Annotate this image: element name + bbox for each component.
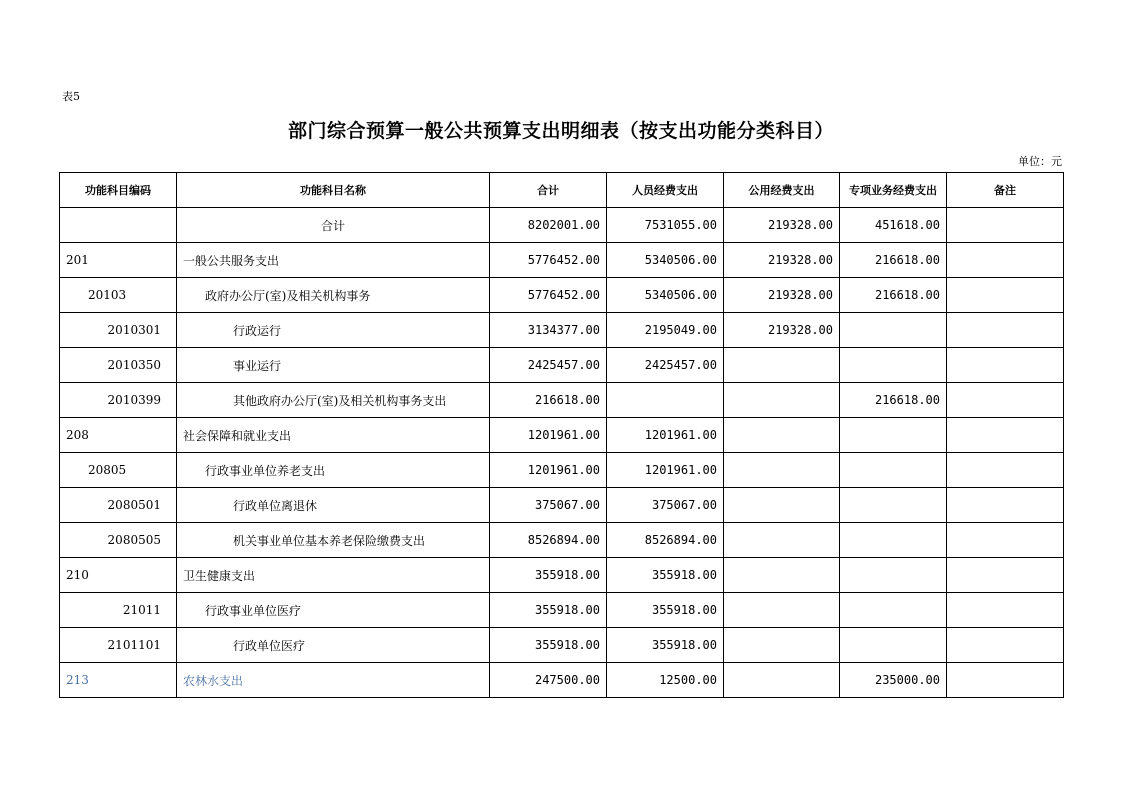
cell-total: 216618.00 xyxy=(490,383,607,418)
cell-code: 2080505 xyxy=(60,523,177,558)
cell-public xyxy=(724,348,840,383)
cell-public xyxy=(724,523,840,558)
cell-personnel: 5340506.00 xyxy=(607,278,724,313)
cell-name: 一般公共服务支出 xyxy=(177,243,490,278)
cell-code: 210 xyxy=(60,558,177,593)
cell-name: 合计 xyxy=(177,208,490,243)
cell-public xyxy=(724,418,840,453)
header-special: 专项业务经费支出 xyxy=(840,173,947,208)
cell-personnel: 355918.00 xyxy=(607,558,724,593)
cell-total: 2425457.00 xyxy=(490,348,607,383)
cell-remark xyxy=(947,313,1064,348)
header-total: 合计 xyxy=(490,173,607,208)
cell-name: 机关事业单位基本养老保险缴费支出 xyxy=(177,523,490,558)
page-title: 部门综合预算一般公共预算支出明细表（按支出功能分类科目） xyxy=(287,120,834,142)
cell-code: 2080501 xyxy=(60,488,177,523)
header-personnel: 人员经费支出 xyxy=(607,173,724,208)
cell-total: 5776452.00 xyxy=(490,278,607,313)
cell-public xyxy=(724,488,840,523)
cell-total: 8526894.00 xyxy=(490,523,607,558)
cell-total: 1201961.00 xyxy=(490,453,607,488)
cell-name: 事业运行 xyxy=(177,348,490,383)
header-public: 公用经费支出 xyxy=(724,173,840,208)
cell-public: 219328.00 xyxy=(724,208,840,243)
cell-remark xyxy=(947,558,1064,593)
cell-code: 20805 xyxy=(60,453,177,488)
table-row xyxy=(60,313,1064,348)
cell-special xyxy=(840,593,947,628)
cell-total: 5776452.00 xyxy=(490,243,607,278)
cell-personnel: 5340506.00 xyxy=(607,243,724,278)
cell-personnel: 375067.00 xyxy=(607,488,724,523)
table-row xyxy=(60,663,1064,698)
cell-personnel: 7531055.00 xyxy=(607,208,724,243)
cell-total: 375067.00 xyxy=(490,488,607,523)
cell-code: 213 xyxy=(60,663,177,698)
cell-special xyxy=(840,628,947,663)
cell-personnel: 355918.00 xyxy=(607,628,724,663)
cell-special xyxy=(840,348,947,383)
cell-special xyxy=(840,313,947,348)
header-row xyxy=(60,173,1064,208)
cell-name: 行政事业单位养老支出 xyxy=(177,453,490,488)
cell-remark xyxy=(947,663,1064,698)
cell-special: 235000.00 xyxy=(840,663,947,698)
cell-code: 2010350 xyxy=(60,348,177,383)
cell-special xyxy=(840,523,947,558)
cell-special: 216618.00 xyxy=(840,278,947,313)
cell-special xyxy=(840,558,947,593)
cell-personnel: 1201961.00 xyxy=(607,418,724,453)
header-code: 功能科目编码 xyxy=(60,173,177,208)
table-row xyxy=(60,523,1064,558)
cell-remark xyxy=(947,243,1064,278)
cell-personnel: 12500.00 xyxy=(607,663,724,698)
table-row-total xyxy=(60,208,1064,243)
cell-total: 247500.00 xyxy=(490,663,607,698)
table-row xyxy=(60,243,1064,278)
cell-name: 行政运行 xyxy=(177,313,490,348)
table-row xyxy=(60,558,1064,593)
cell-public: 219328.00 xyxy=(724,278,840,313)
cell-public xyxy=(724,593,840,628)
table-row xyxy=(60,593,1064,628)
cell-remark xyxy=(947,278,1064,313)
cell-remark xyxy=(947,488,1064,523)
cell-special: 451618.00 xyxy=(840,208,947,243)
cell-personnel: 8526894.00 xyxy=(607,523,724,558)
cell-remark xyxy=(947,208,1064,243)
table-row xyxy=(60,278,1064,313)
cell-remark xyxy=(947,628,1064,663)
cell-remark xyxy=(947,418,1064,453)
cell-public xyxy=(724,558,840,593)
cell-code: 2010399 xyxy=(60,383,177,418)
cell-code: 2010301 xyxy=(60,313,177,348)
cell-personnel: 355918.00 xyxy=(607,593,724,628)
cell-remark xyxy=(947,453,1064,488)
cell-name: 行政单位离退休 xyxy=(177,488,490,523)
cell-total: 355918.00 xyxy=(490,558,607,593)
cell-code: 2101101 xyxy=(60,628,177,663)
cell-code: 21011 xyxy=(60,593,177,628)
cell-special xyxy=(840,488,947,523)
cell-public xyxy=(724,383,840,418)
cell-public: 219328.00 xyxy=(724,243,840,278)
cell-total: 355918.00 xyxy=(490,593,607,628)
cell-personnel: 2425457.00 xyxy=(607,348,724,383)
table-row xyxy=(60,418,1064,453)
cell-public xyxy=(724,628,840,663)
cell-special: 216618.00 xyxy=(840,383,947,418)
cell-code xyxy=(60,208,177,243)
cell-remark xyxy=(947,348,1064,383)
budget-table xyxy=(59,172,1064,698)
cell-remark xyxy=(947,593,1064,628)
table-row xyxy=(60,383,1064,418)
cell-name: 卫生健康支出 xyxy=(177,558,490,593)
cell-name: 行政事业单位医疗 xyxy=(177,593,490,628)
cell-public xyxy=(724,453,840,488)
cell-name: 其他政府办公厅(室)及相关机构事务支出 xyxy=(177,383,490,418)
cell-special xyxy=(840,418,947,453)
cell-remark xyxy=(947,523,1064,558)
cell-name: 社会保障和就业支出 xyxy=(177,418,490,453)
cell-special: 216618.00 xyxy=(840,243,947,278)
cell-public xyxy=(724,663,840,698)
cell-name: 农林水支出 xyxy=(177,663,490,698)
cell-name: 政府办公厅(室)及相关机构事务 xyxy=(177,278,490,313)
cell-name: 行政单位医疗 xyxy=(177,628,490,663)
header-name: 功能科目名称 xyxy=(177,173,490,208)
cell-total: 1201961.00 xyxy=(490,418,607,453)
unit-label: 单位：元 xyxy=(1018,155,1062,168)
cell-total: 3134377.00 xyxy=(490,313,607,348)
cell-code: 20103 xyxy=(60,278,177,313)
cell-total: 355918.00 xyxy=(490,628,607,663)
cell-code: 208 xyxy=(60,418,177,453)
cell-personnel: 1201961.00 xyxy=(607,453,724,488)
cell-special xyxy=(840,453,947,488)
table-row xyxy=(60,488,1064,523)
cell-personnel: 2195049.00 xyxy=(607,313,724,348)
table-row xyxy=(60,628,1064,663)
header-remark: 备注 xyxy=(947,173,1064,208)
table-row xyxy=(60,453,1064,488)
table-number: 表5 xyxy=(62,90,80,103)
cell-personnel xyxy=(607,383,724,418)
cell-remark xyxy=(947,383,1064,418)
cell-public: 219328.00 xyxy=(724,313,840,348)
cell-total: 8202001.00 xyxy=(490,208,607,243)
cell-code: 201 xyxy=(60,243,177,278)
table-row xyxy=(60,348,1064,383)
